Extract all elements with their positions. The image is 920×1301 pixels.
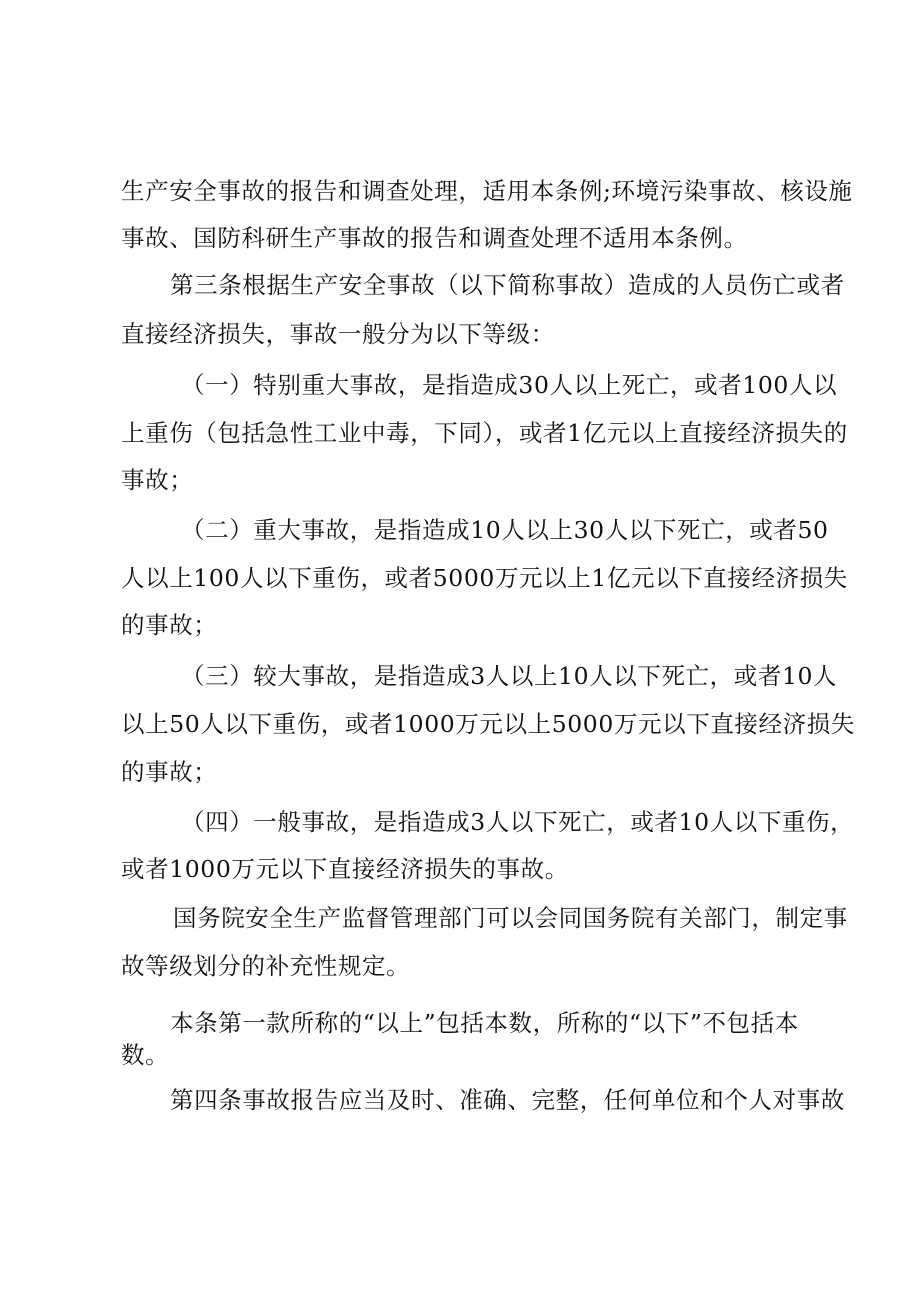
- text-line: 第三条根据生产安全事故（以下简称事故）造成的人员伤亡或者: [170, 271, 845, 299]
- text-line: 事故、国防科研生产事故的报告和调查处理不适用本条例。: [121, 224, 748, 252]
- text-line: （三）较大事故，是指造成3人以上10人以下死亡，或者10人: [181, 662, 838, 690]
- text-line: 事故；: [121, 466, 194, 494]
- text-line: 生产安全事故的报告和调查处理，适用本条例;环境污染事故、核设施: [121, 177, 853, 205]
- text-line: 数。: [121, 1041, 170, 1069]
- text-line: 上重伤（包括急性工业中毒，下同），或者1亿元以上直接经济损失的: [121, 419, 848, 447]
- text-line: 人以上100人以下重伤，或者5000万元以上1亿元以下直接经济损失: [121, 564, 848, 592]
- text-line: 的事故；: [121, 758, 218, 786]
- text-line: 国务院安全生产监督管理部门可以会同国务院有关部门，制定事: [173, 904, 848, 932]
- text-line: 或者1000万元以下直接经济损失的事故。: [121, 855, 569, 883]
- text-line: 故等级划分的补充性规定。: [121, 952, 411, 980]
- text-line: 第四条事故报告应当及时、准确、完整，任何单位和个人对事故: [170, 1086, 845, 1114]
- text-line: （二）重大事故，是指造成10人以上30人以下死亡，或者50: [181, 516, 829, 544]
- text-line: （四）一般事故，是指造成3人以下死亡，或者10人以下重伤，: [181, 808, 855, 836]
- text-line: （一）特别重大事故，是指造成30人以上死亡，或者100人以: [181, 371, 838, 399]
- text-line: 以上50人以下重伤，或者1000万元以上5000万元以下直接经济损失: [121, 710, 855, 738]
- text-line: 本条第一款所称的“以上”包括本数，所称的“以下”不包括本: [170, 1009, 799, 1037]
- text-line: 直接经济损失，事故一般分为以下等级：: [121, 320, 555, 348]
- text-line: 的事故；: [121, 611, 218, 639]
